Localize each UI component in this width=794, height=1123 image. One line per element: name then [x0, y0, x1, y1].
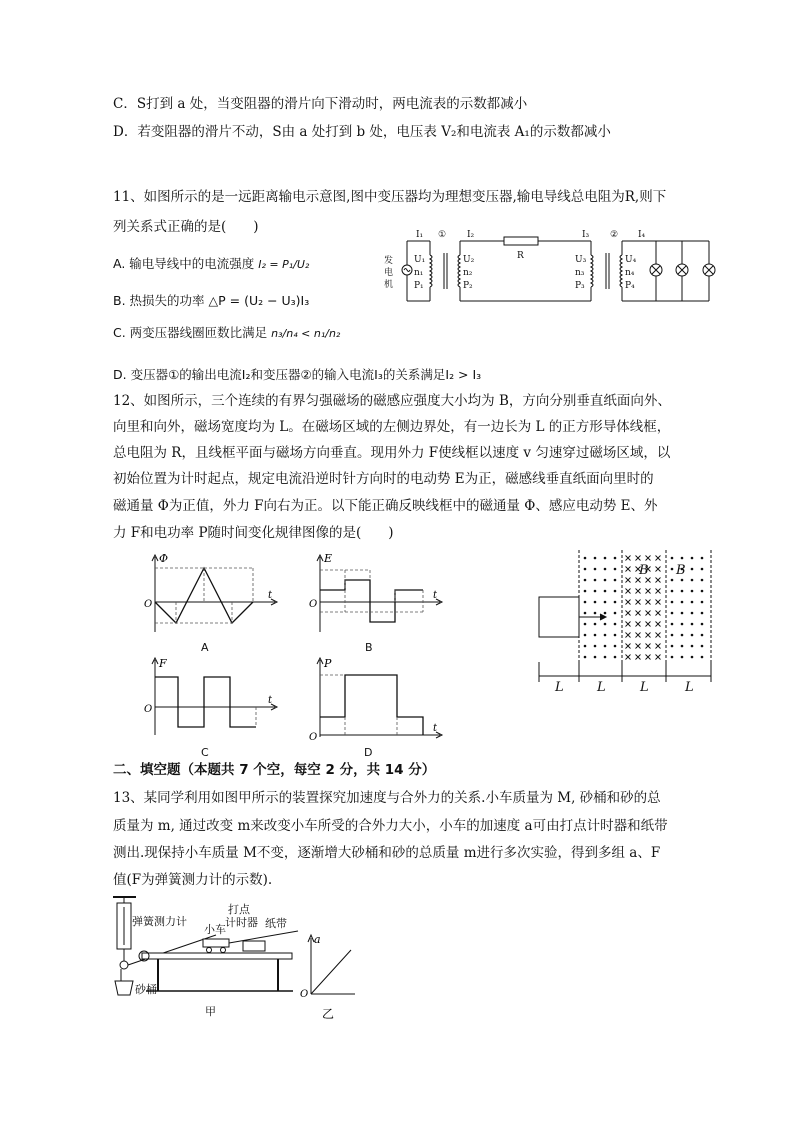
- field-in-cross: [626, 600, 631, 605]
- field-out-dot: [614, 623, 617, 626]
- field-out-dot: [584, 623, 587, 626]
- t1-secondary-U: U₂: [463, 255, 475, 265]
- field-out-dot: [671, 645, 674, 648]
- field-out-dot: [691, 579, 694, 582]
- graph-b-x-label: t: [433, 590, 438, 601]
- t2-secondary-n: n₄: [625, 268, 635, 278]
- field-in-cross: [636, 633, 641, 638]
- field-in-cross: [626, 622, 631, 627]
- graph-b: [305, 552, 455, 637]
- t2-secondary-P: P₄: [625, 281, 635, 291]
- field-in-cross: [636, 556, 641, 561]
- field-out-dot: [681, 590, 684, 593]
- field-in-cross: [656, 600, 661, 605]
- q12-line3: 总电阻为 R，且线框平面与磁场方向垂直。现用外力 F使线框以速度 v 匀速穿过磁场区域，以: [113, 445, 671, 461]
- field-out-dot: [614, 634, 617, 637]
- field-in-cross: [656, 578, 661, 583]
- field-out-dot: [691, 623, 694, 626]
- section-heading: 二、填空题（本题共 7 个空，每空 2 分，共 14 分）: [113, 762, 436, 778]
- t2-secondary-U: U₄: [625, 255, 637, 265]
- label-bucket: 砂桶: [135, 983, 157, 996]
- field-out-dot: [594, 634, 597, 637]
- field-in-cross: [646, 578, 651, 583]
- generator-label-3: 机: [384, 280, 394, 290]
- field-in-cross: [626, 556, 631, 561]
- label-cart: 小车: [204, 923, 226, 936]
- field-in-cross: [626, 589, 631, 594]
- field-in-cross: [646, 600, 651, 605]
- transformer2-mark: ②: [610, 230, 619, 240]
- field-out-dot: [594, 656, 597, 659]
- field-out-dot: [614, 612, 617, 615]
- field-in-cross: [626, 567, 631, 572]
- field-in-cross: [626, 655, 631, 660]
- field-out-dot: [701, 645, 704, 648]
- field-in-cross: [636, 644, 641, 649]
- t1-secondary-n: n₂: [463, 268, 473, 278]
- q10-option-c: C．S打到 a 处，当变阻器的滑片向下滑动时，两电流表的示数都减小: [113, 96, 528, 112]
- field-out-dot: [604, 568, 607, 571]
- field-out-dot: [604, 590, 607, 593]
- field-in-cross: [636, 578, 641, 583]
- q11-option-b: B. 热损失的功率 △P = (U₂ − U₃)I₃: [113, 293, 310, 308]
- field-out-dot: [604, 623, 607, 626]
- a-F-graph: [295, 930, 365, 1025]
- field-out-dot: [691, 557, 694, 560]
- field-out-dot: [701, 590, 704, 593]
- field-in-cross: [656, 611, 661, 616]
- field-out-dot: [691, 645, 694, 648]
- width-L-label-1: L: [555, 680, 564, 695]
- t1-primary-P: P₁: [414, 281, 424, 291]
- q12-line5: 磁通量 Φ为正值，外力 F向右为正。以下能正确反映线框中的磁通量 Φ、感应电动势 E、外: [113, 498, 658, 514]
- field-in-cross: [646, 622, 651, 627]
- field-out-dot: [701, 656, 704, 659]
- field-in-cross: [646, 556, 651, 561]
- graph-d-caption: D: [364, 746, 373, 759]
- field-B-label-1: B: [639, 563, 649, 578]
- q12-line2: 向里和向外，磁场宽度均为 L。在磁场区域的左侧边界处，有一边长为 L 的正方形导体线框，: [113, 419, 671, 435]
- field-out-dot: [614, 579, 617, 582]
- field-out-dot: [614, 601, 617, 604]
- field-out-dot: [614, 568, 617, 571]
- generator-label-2: 电: [384, 268, 394, 278]
- field-out-dot: [671, 590, 674, 593]
- field-out-dot: [671, 557, 674, 560]
- q11-stem-line2: 列关系式正确的是( ): [113, 219, 259, 235]
- field-in-cross: [636, 622, 641, 627]
- graph-d-y-label: P: [324, 657, 332, 670]
- field-out-dot: [594, 645, 597, 648]
- graph-d-x-label: t: [433, 723, 438, 734]
- field-out-dot: [701, 612, 704, 615]
- t2-primary-P: P₃: [575, 281, 585, 291]
- field-out-dot: [604, 645, 607, 648]
- field-in-cross: [646, 589, 651, 594]
- field-out-dot: [584, 590, 587, 593]
- q13-line1: 13、某同学利用如图甲所示的装置探究加速度与合外力的关系.小车质量为 M, 砂桶和砂的总: [113, 790, 661, 806]
- q11-option-a-formula: I₂ = P₁/U₂: [258, 258, 310, 271]
- field-in-cross: [636, 589, 641, 594]
- label-I4: I₄: [638, 230, 646, 240]
- field-out-dot: [681, 601, 684, 604]
- graph-a: [140, 552, 290, 637]
- field-out-dot: [671, 579, 674, 582]
- figure-yi-caption: 乙: [322, 1007, 335, 1021]
- field-in-cross: [626, 644, 631, 649]
- field-out-dot: [691, 590, 694, 593]
- field-out-dot: [594, 623, 597, 626]
- label-spring-balance: 弹簧测力计: [132, 915, 187, 928]
- label-timer-line1: 打点: [228, 903, 250, 916]
- resistor-label: R: [517, 251, 524, 261]
- field-in-cross: [646, 633, 651, 638]
- t1-secondary-P: P₂: [463, 281, 473, 291]
- field-out-dot: [584, 557, 587, 560]
- field-out-dot: [594, 568, 597, 571]
- generator-label-1: 发: [384, 256, 394, 266]
- field-out-dot: [671, 623, 674, 626]
- q13-line4: 值(F为弹簧测力计的示数).: [113, 872, 273, 888]
- t1-primary-n: n₁: [414, 268, 424, 278]
- field-out-dot: [584, 612, 587, 615]
- field-out-dot: [701, 623, 704, 626]
- field-in-cross: [646, 611, 651, 616]
- field-out-dot: [594, 557, 597, 560]
- field-out-dot: [701, 557, 704, 560]
- graph-a-y-label: Φ: [159, 552, 169, 565]
- field-in-cross: [646, 644, 651, 649]
- field-out-dot: [681, 623, 684, 626]
- q11-option-a: [113, 255, 309, 274]
- graph-c-origin: O: [144, 704, 153, 715]
- field-out-dot: [681, 645, 684, 648]
- field-B-label-2: B: [676, 563, 686, 578]
- graph-a-origin: O: [144, 599, 153, 610]
- field-out-dot: [701, 568, 704, 571]
- field-in-cross: [656, 589, 661, 594]
- field-in-cross: [636, 611, 641, 616]
- q11-option-c-formula: n₃/n₄ < n₁/n₂: [271, 327, 341, 340]
- graph-c-y-label: F: [159, 657, 167, 670]
- transmission-circuit-diagram: [382, 225, 712, 315]
- field-in-cross: [656, 633, 661, 638]
- graph-b-origin: O: [309, 599, 318, 610]
- field-out-dot: [691, 601, 694, 604]
- field-out-dot: [614, 656, 617, 659]
- t2-primary-U: U₃: [575, 255, 587, 265]
- field-out-dot: [701, 601, 704, 604]
- field-out-dot: [671, 601, 674, 604]
- field-in-cross: [656, 556, 661, 561]
- field-out-dot: [584, 656, 587, 659]
- field-out-dot: [604, 612, 607, 615]
- q11-option-a-text: A. 输电导线中的电流强度: [113, 256, 255, 271]
- label-tape: 纸带: [265, 917, 287, 930]
- graph-c: [140, 655, 290, 740]
- label-I3: I₃: [582, 230, 590, 240]
- field-in-cross: [656, 644, 661, 649]
- field-in-cross: [646, 655, 651, 660]
- field-out-dot: [681, 557, 684, 560]
- field-out-dot: [691, 634, 694, 637]
- field-out-dot: [604, 579, 607, 582]
- t1-primary-U: U₁: [414, 255, 426, 265]
- field-in-cross: [626, 633, 631, 638]
- field-out-dot: [681, 579, 684, 582]
- graph-c-x-label: t: [268, 695, 273, 706]
- field-out-dot: [671, 612, 674, 615]
- field-out-dot: [584, 579, 587, 582]
- q10-option-d: D．若变阻器的滑片不动，S由 a 处打到 b 处，电压表 V₂和电流表 A₁的示数都减小: [113, 124, 611, 140]
- field-out-dot: [671, 656, 674, 659]
- field-out-dot: [584, 568, 587, 571]
- field-out-dot: [691, 568, 694, 571]
- field-out-dot: [594, 612, 597, 615]
- graph-b-caption: B: [365, 641, 373, 654]
- graph-b-y-label: E: [324, 552, 333, 565]
- field-out-dot: [604, 656, 607, 659]
- field-out-dot: [584, 645, 587, 648]
- field-out-dot: [701, 579, 704, 582]
- graph-a-x-label: t: [268, 590, 273, 601]
- q11-option-c-text: C. 两变压器线圈匝数比满足: [113, 325, 268, 340]
- field-out-dot: [604, 557, 607, 560]
- width-L-label-2: L: [597, 680, 606, 695]
- field-out-dot: [604, 601, 607, 604]
- field-out-dot: [594, 601, 597, 604]
- field-in-cross: [626, 611, 631, 616]
- graph-d-origin: O: [309, 732, 318, 743]
- apparatus-figure: [108, 895, 308, 1020]
- field-out-dot: [671, 568, 674, 571]
- field-out-dot: [681, 634, 684, 637]
- graph-c-caption: C: [201, 746, 209, 759]
- t2-primary-n: n₃: [575, 268, 585, 278]
- field-in-cross: [626, 578, 631, 583]
- field-out-dot: [614, 590, 617, 593]
- field-out-dot: [681, 656, 684, 659]
- field-in-cross: [656, 567, 661, 572]
- field-out-dot: [594, 579, 597, 582]
- q11-option-d: D. 变压器①的输出电流I₂和变压器②的输入电流I₃的关系满足I₂ > I₃: [113, 367, 482, 382]
- label-timer-line2: 计时器: [225, 916, 258, 929]
- field-out-dot: [614, 645, 617, 648]
- q12-line1: 12、如图所示，三个连续的有界匀强磁场的磁感应强度大小均为 B，方向分别垂直纸面向外、: [113, 393, 671, 409]
- field-in-cross: [636, 655, 641, 660]
- field-out-dot: [584, 634, 587, 637]
- q12-line6: 力 F和电功率 P随时间变化规律图像的是( ): [113, 525, 394, 541]
- field-out-dot: [614, 557, 617, 560]
- field-out-dot: [681, 612, 684, 615]
- q13-line2: 质量为 m, 通过改变 m来改变小车所受的合外力大小，小车的加速度 a可由打点计时器和纸带: [113, 818, 668, 834]
- width-L-label-3: L: [640, 680, 649, 695]
- graph-yi-y-label: a: [314, 933, 321, 946]
- label-I1: I₁: [416, 230, 424, 240]
- graph-a-caption: A: [201, 641, 209, 654]
- field-out-dot: [691, 612, 694, 615]
- width-L-label-4: L: [685, 680, 694, 695]
- field-in-cross: [656, 622, 661, 627]
- field-out-dot: [701, 634, 704, 637]
- field-in-cross: [636, 600, 641, 605]
- field-out-dot: [604, 634, 607, 637]
- q11-option-c: [113, 324, 340, 343]
- q13-line3: 测出.现保持小车质量 M不变，逐渐增大砂桶和砂的总质量 m进行多次实验，得到多组 a、F: [113, 845, 661, 861]
- field-out-dot: [594, 590, 597, 593]
- magnetic-field-diagram: [530, 550, 720, 695]
- q12-line4: 初始位置为计时起点，规定电流沿逆时针方向时的电动势 E为正，磁感线垂直纸面向里时的: [113, 471, 654, 487]
- field-out-dot: [584, 601, 587, 604]
- field-out-dot: [671, 634, 674, 637]
- field-in-cross: [656, 655, 661, 660]
- label-I2: I₂: [467, 230, 475, 240]
- graph-yi-origin: O: [300, 989, 309, 1000]
- field-out-dot: [691, 656, 694, 659]
- graph-d: [305, 655, 455, 743]
- transformer1-mark: ①: [438, 230, 447, 240]
- q11-stem-line1: 11、如图所示的是一远距离输电示意图,图中变压器均为理想变压器,输电导线总电阻为R,则下: [113, 189, 667, 205]
- figure-jia-caption: 甲: [205, 1005, 216, 1018]
